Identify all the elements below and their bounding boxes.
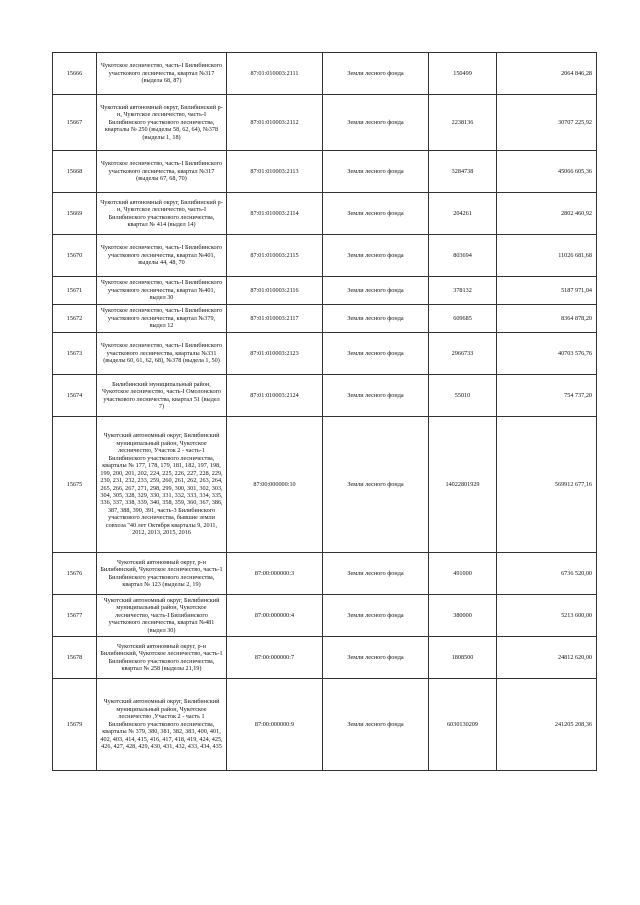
row-number-cell: 15677 xyxy=(53,595,97,637)
land-category-cell: Земли лесного фонда xyxy=(323,151,429,193)
location-description-cell: Чукотское лесничество, часть-I Билибинского участкового лесничества, квартал №401, выдел 30 xyxy=(97,277,227,305)
cadastral-value-cell: 2064 846,28 xyxy=(497,53,597,95)
table-row xyxy=(53,277,597,305)
area-value-cell: 55010 xyxy=(429,375,497,417)
location-description-cell: Билибинский муниципальный район, Чукотское лесничество, часть-I Омолонского участкового лесничества, квартал 51 (выдел 7) xyxy=(97,375,227,417)
location-description-cell: Чукотский автономный округ, Билибинский р-н, Чукотское лесничество, часть-I Билибинского участкового лесничества, кварталы № 250 (выделы 58, 62, 64), №378 (выделы 1, 18) xyxy=(97,95,227,151)
cadastral-value-cell: 754 737,20 xyxy=(497,375,597,417)
land-category-cell: Земли лесного фонда xyxy=(323,333,429,375)
row-number-cell: 15669 xyxy=(53,193,97,235)
area-value-cell: 2966733 xyxy=(429,333,497,375)
location-description-cell: Чукотское лесничество, часть-I Билибинского участкового лесничества, квартал №317 (выделы 67, 68, 70) xyxy=(97,151,227,193)
table-row xyxy=(53,679,597,771)
location-description-cell: Чукотское лесничество, часть-I Билибинского участкового лесничества, квартал №317 (выдела 68, 87) xyxy=(97,53,227,95)
land-registry-table xyxy=(52,52,597,771)
land-category-cell: Земли лесного фонда xyxy=(323,305,429,333)
table-row xyxy=(53,375,597,417)
row-number-cell: 15666 xyxy=(53,53,97,95)
cadastral-value-cell: 24812 620,00 xyxy=(497,637,597,679)
location-description-cell: Чукотское лесничество, часть-I Билибинского участкового лесничества, квартал №401, выделы 44, 48, 70 xyxy=(97,235,227,277)
table-row xyxy=(53,95,597,151)
location-description-cell: Чукотский автономный округ, р-н Билибинский, Чукотское лесничество, часть-1 Билибинского участкового лесничества, квартал № 123 (выделы 2, 19) xyxy=(97,553,227,595)
land-category-cell: Земли лесного фонда xyxy=(323,193,429,235)
table-row xyxy=(53,235,597,277)
cadastral-number-cell: 87:00:000000:4 xyxy=(227,595,323,637)
cadastral-value-cell: 2802 460,92 xyxy=(497,193,597,235)
area-value-cell: 6030130209 xyxy=(429,679,497,771)
table-row xyxy=(53,637,597,679)
cadastral-number-cell: 87:01:010003:2123 xyxy=(227,333,323,375)
land-category-cell: Земли лесного фонда xyxy=(323,595,429,637)
table-row xyxy=(53,595,597,637)
area-value-cell: 3284738 xyxy=(429,151,497,193)
land-category-cell: Земли лесного фонда xyxy=(323,235,429,277)
table-row xyxy=(53,553,597,595)
cadastral-number-cell: 87:01:010003:2116 xyxy=(227,277,323,305)
cadastral-number-cell: 87:01:010003:2115 xyxy=(227,235,323,277)
land-category-cell: Земли лесного фонда xyxy=(323,553,429,595)
location-description-cell: Чукотский автономный округ, Билибинский р-н, Чукотское лесничество, часть-I Билибинского участкового лесничества, квартал № 414 (выдел 14) xyxy=(97,193,227,235)
cadastral-value-cell: 6736 520,00 xyxy=(497,553,597,595)
location-description-cell: Чукотский автономный округ, Билибинский муниципальный район, Чукотское лесничество, часть-I Билибинского участкового лесничества, квартал №481 (выдел 30) xyxy=(97,595,227,637)
location-description-cell: Чукотский автономный округ, р-н Билибинский, Чукотское лесничество, часть-1 Билибинского участкового лесничества, квартал № 258 (выделы 21,19) xyxy=(97,637,227,679)
cadastral-value-cell: 569912 677,16 xyxy=(497,417,597,553)
table-row xyxy=(53,333,597,375)
cadastral-number-cell: 87:01:010003:2114 xyxy=(227,193,323,235)
area-value-cell: 1808500 xyxy=(429,637,497,679)
table-row xyxy=(53,305,597,333)
cadastral-value-cell: 8364 878,20 xyxy=(497,305,597,333)
area-value-cell: 491000 xyxy=(429,553,497,595)
row-number-cell: 15673 xyxy=(53,333,97,375)
row-number-cell: 15670 xyxy=(53,235,97,277)
row-number-cell: 15672 xyxy=(53,305,97,333)
location-description-cell: Чукотский автономный округ, Билибинский муниципальный район, Чукотское лесничество, Участок 2 - часть-1 Билибинского участкового лесничества, кварталы № 177, 178, 179, 181, 182, 197, 198, 199, 200, 201, 202, 224, 225, 226, 227, 228, 229, 230, 231, 232, 233, 259, 260, 261, 262, 263, 264, 265, 266, 267, 271, 298, 299, 300, 301, 302, 303, 304, 305, 328, 329, 330, 331, 332, 333, 334, 335, 336, 337, 338, 339, 340, 358, 359, 360, 367, 386, 387, 388, 390, 391, часть-3 Билибинского участкового лесничества, бывшие земли совхоза "40 лет Октября кварталы 9, 2011, 2012, 2013, 2015, 2016 xyxy=(97,417,227,553)
cadastral-value-cell: 30707 225,92 xyxy=(497,95,597,151)
row-number-cell: 15671 xyxy=(53,277,97,305)
location-description-cell: Чукотское лесничество, часть-I Билибинского участкового лесничества, кварталы №331 (выделы 60, 61, 62, 68), №378 (выдела 1, 50) xyxy=(97,333,227,375)
area-value-cell: 803694 xyxy=(429,235,497,277)
area-value-cell: 380000 xyxy=(429,595,497,637)
cadastral-value-cell: 241205 208,36 xyxy=(497,679,597,771)
row-number-cell: 15674 xyxy=(53,375,97,417)
area-value-cell: 204261 xyxy=(429,193,497,235)
cadastral-number-cell: 87:00:000000:3 xyxy=(227,553,323,595)
cadastral-number-cell: 87:01:010003:2117 xyxy=(227,305,323,333)
cadastral-number-cell: 87:01:010003:2112 xyxy=(227,95,323,151)
row-number-cell: 15676 xyxy=(53,553,97,595)
cadastral-value-cell: 5213 600,00 xyxy=(497,595,597,637)
land-category-cell: Земли лесного фонда xyxy=(323,277,429,305)
land-category-cell: Земли лесного фонда xyxy=(323,53,429,95)
land-category-cell: Земли лесного фонда xyxy=(323,679,429,771)
cadastral-number-cell: 87:00:000000:9 xyxy=(227,679,323,771)
location-description-cell: Чукотский автономный округ, Билибинский муниципальный район, Чукотское лесничество ,Участок 2 - часть 1 Билибинского участкового лесничества, кварталы № 379, 380, 381, 382, 383, 400, 401, 402, 403, 414, 415, 416, 417, 418, 419, 424, 425, 426, 427, 428, 429, 430, 431, 432, 433, 434, 435 xyxy=(97,679,227,771)
cadastral-number-cell: 87:00:000000:10 xyxy=(227,417,323,553)
table-row xyxy=(53,193,597,235)
row-number-cell: 15678 xyxy=(53,637,97,679)
row-number-cell: 15668 xyxy=(53,151,97,193)
row-number-cell: 15679 xyxy=(53,679,97,771)
area-value-cell: 150499 xyxy=(429,53,497,95)
area-value-cell: 2238136 xyxy=(429,95,497,151)
cadastral-number-cell: 87:01:010003:2113 xyxy=(227,151,323,193)
cadastral-number-cell: 87:01:010003:2111 xyxy=(227,53,323,95)
land-category-cell: Земли лесного фонда xyxy=(323,375,429,417)
area-value-cell: 609685 xyxy=(429,305,497,333)
row-number-cell: 15667 xyxy=(53,95,97,151)
cadastral-value-cell: 5187 971,04 xyxy=(497,277,597,305)
location-description-cell: Чукотское лесничество, часть-I Билибинского участкового лесничества, квартал №379, выдел 12 xyxy=(97,305,227,333)
table-row xyxy=(53,53,597,95)
area-value-cell: 14022801929 xyxy=(429,417,497,553)
land-category-cell: Земли лесного фонда xyxy=(323,637,429,679)
land-category-cell: Земли лесного фонда xyxy=(323,417,429,553)
land-category-cell: Земли лесного фонда xyxy=(323,95,429,151)
table-row xyxy=(53,151,597,193)
cadastral-value-cell: 40703 576,76 xyxy=(497,333,597,375)
cadastral-value-cell: 45066 605,36 xyxy=(497,151,597,193)
cadastral-number-cell: 87:01:010003:2124 xyxy=(227,375,323,417)
table-row xyxy=(53,417,597,553)
row-number-cell: 15675 xyxy=(53,417,97,553)
cadastral-number-cell: 87:00:000000:7 xyxy=(227,637,323,679)
area-value-cell: 378132 xyxy=(429,277,497,305)
cadastral-value-cell: 11026 681,68 xyxy=(497,235,597,277)
